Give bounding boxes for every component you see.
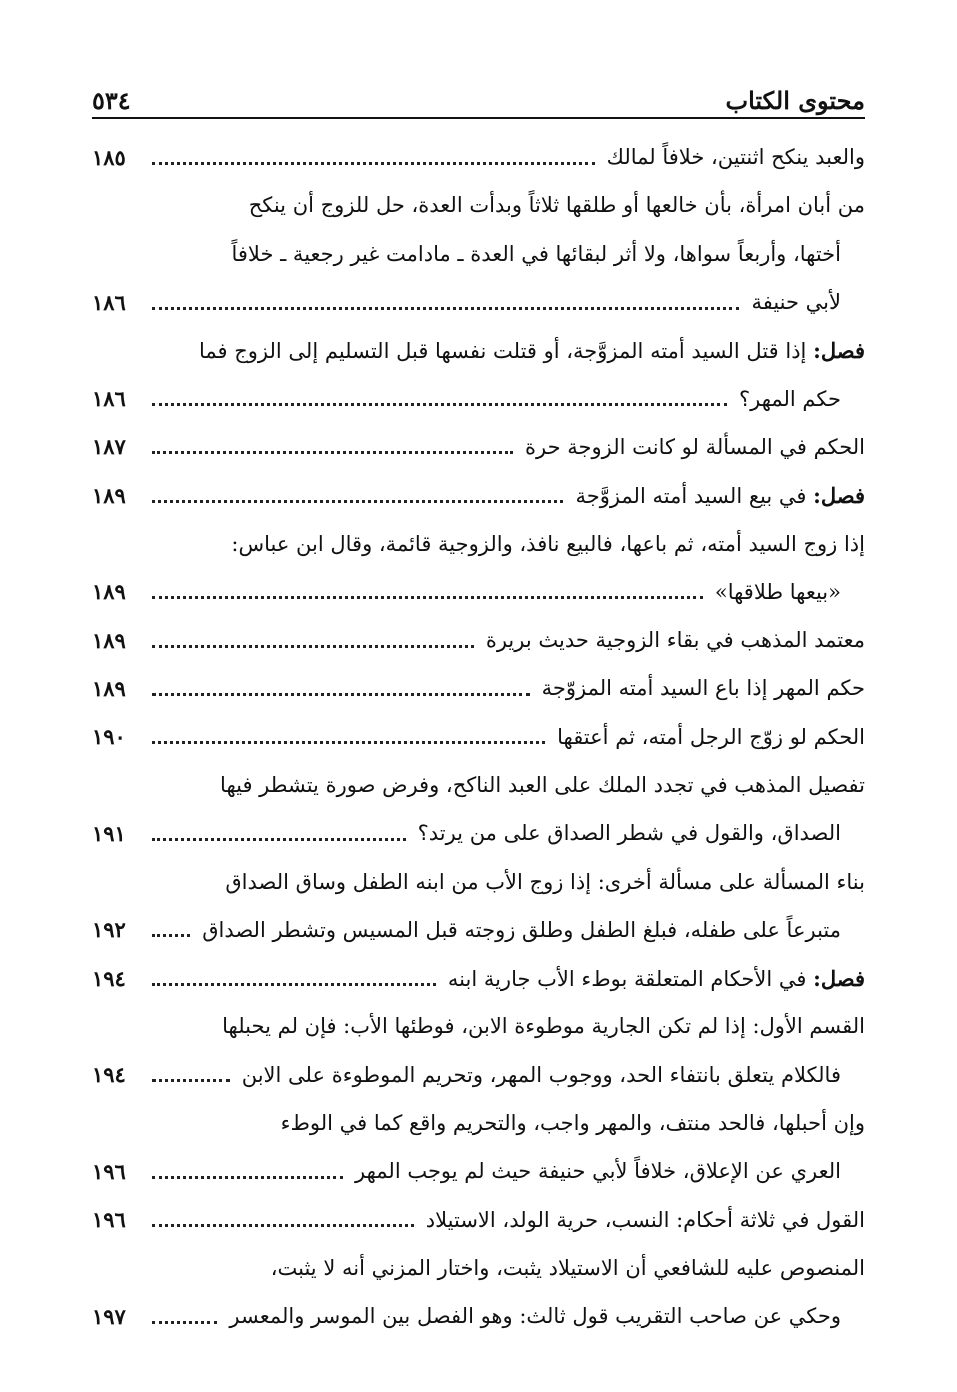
entry-title: متبرعاً على طفله، فبلغ الطفل وطلق زوجته قبل المسيس وتشطر الصداق (202, 917, 841, 942)
header-rule (92, 117, 865, 119)
toc-line (92, 278, 865, 326)
dot-leader (152, 162, 595, 165)
toc-line (92, 471, 865, 519)
toc-line (92, 519, 865, 567)
dot-leader (152, 451, 513, 454)
toc-line (92, 133, 865, 181)
toc-entry-text (557, 725, 865, 749)
entry-title: الحكم لو زوّج الرجل أمته، ثم أعتقها (557, 724, 865, 749)
toc-line (92, 1147, 865, 1195)
entry-title: من أبان امرأة، بأن خالعها أو طلقها ثلاثاً وبدأت العدة، حل للزوج أن ينكح (248, 193, 865, 218)
dot-leader (152, 693, 530, 696)
toc-entry-text (202, 918, 865, 942)
entry-title: لأبي حنيفة (751, 290, 841, 315)
table-of-contents (92, 133, 865, 1340)
entry-title: تفصيل المذهب في تجدد الملك على العبد الناكح، وفرض صورة يتشطر فيها (220, 773, 865, 797)
toc-entry-text (607, 145, 865, 169)
dot-leader (152, 934, 190, 937)
toc-entry-text (92, 870, 865, 894)
page-number: ١٩٠ (92, 724, 126, 750)
page-number: ١٨٩ (92, 482, 126, 508)
entry-title: بناء المسألة على مسألة أخرى: إذا زوج الأب من ابنه الطفل وساق الصداق (225, 869, 865, 894)
toc-line (92, 616, 865, 664)
entry-title: «بيعها طلاقها» (714, 579, 841, 604)
dot-leader (152, 500, 563, 503)
toc-line (92, 809, 865, 857)
toc-line (92, 713, 865, 761)
section-label: فصل: (813, 965, 865, 991)
entry-title: في الأحكام المتعلقة بوطء الأب جارية ابنه (447, 966, 807, 991)
entry-title: في بيع السيد أمته المزوَّجة (575, 483, 807, 508)
toc-line (92, 1051, 865, 1099)
entry-title: المنصوص عليه للشافعي أن الاستيلاد يثبت، واختار المزني أنه لا يثبت، (270, 1255, 865, 1280)
toc-line (92, 1244, 865, 1292)
running-header (92, 80, 865, 120)
header-page-number: ٥٣٤ (92, 85, 131, 115)
entry-title: والعبد ينكح اثنتين، خلافاً لمالك (606, 145, 865, 170)
toc-entry-text (542, 676, 865, 700)
toc-entry-text (525, 435, 865, 459)
toc-entry-text (68, 242, 865, 266)
toc-entry-text (575, 483, 865, 508)
dot-leader (152, 645, 474, 648)
toc-line (92, 906, 865, 954)
toc-line (92, 761, 865, 809)
toc-entry-text (448, 966, 865, 991)
toc-entry-text (426, 1208, 865, 1232)
entry-title: فالكلام يتعلق بانتفاء الحد، ووجوب المهر، وتحريم الموطوءة على الابن (241, 1062, 841, 1087)
entry-title: حكم المهر؟ (738, 386, 841, 411)
page-number: ١٨٩ (92, 675, 126, 701)
toc-entry-text (418, 821, 865, 845)
section-label: فصل: (813, 482, 865, 508)
toc-line (92, 374, 865, 422)
toc-entry-text (715, 580, 865, 604)
toc-entry-text (92, 532, 865, 556)
toc-line (92, 568, 865, 616)
page-number: ١٩٧ (92, 1303, 126, 1329)
entry-title: معتمد المذهب في بقاء الزوجية حديث بريرة (485, 628, 865, 653)
toc-entry-text (229, 1304, 865, 1328)
toc-entry-text (92, 193, 865, 217)
entry-title: العري عن الإعلاق، خلافاً لأبي حنيفة حيث لم يوجب المهر (355, 1159, 841, 1184)
toc-line (92, 326, 865, 374)
section-label: فصل: (813, 337, 865, 363)
page-number: ١٩٦ (92, 1158, 126, 1184)
toc-line (92, 857, 865, 905)
entry-title: إذا زوج السيد أمته، ثم باعها، فالبيع نافذ، والزوجية قائمة، وقال ابن عباس: (231, 531, 865, 556)
page-number: ١٨٦ (92, 386, 126, 412)
dot-leader (152, 1176, 343, 1179)
toc-line (92, 423, 865, 471)
entry-title: حكم المهر إذا باع السيد أمته المزوّجة (541, 676, 865, 701)
toc-entry-text (92, 338, 865, 363)
toc-line (92, 1292, 865, 1340)
dot-leader (152, 1224, 414, 1227)
toc-line (92, 1099, 865, 1147)
page-number: ١٩٦ (92, 1207, 126, 1233)
entry-title: وإن أحبلها، فالحد منتف، والمهر واجب، والتحريم واقع كما في الوطء (280, 1111, 865, 1136)
dot-leader (152, 1079, 230, 1082)
toc-line (92, 954, 865, 1002)
dot-leader (152, 403, 727, 406)
toc-entry-text (739, 387, 865, 411)
page-number: ١٨٧ (92, 434, 126, 460)
dot-leader (152, 838, 406, 841)
page-number: ١٩٤ (92, 965, 126, 991)
dot-leader (152, 596, 703, 599)
dot-leader (152, 983, 436, 986)
page-number: ١٩٤ (92, 1062, 126, 1088)
toc-line (92, 1196, 865, 1244)
toc-line (92, 1002, 865, 1050)
dot-leader (152, 307, 739, 310)
entry-title: الصداق، والقول في شطر الصداق على من يرتد؟ (417, 821, 841, 846)
toc-line (92, 230, 865, 278)
page-number: ١٨٥ (92, 144, 126, 170)
toc-entry-text (751, 290, 865, 314)
page-number: ١٩١ (92, 820, 126, 846)
toc-line (92, 664, 865, 712)
dot-leader (152, 1321, 217, 1324)
page-number: ١٨٩ (92, 579, 126, 605)
toc-entry-text (355, 1159, 865, 1183)
toc-entry-text (242, 1063, 865, 1087)
page-number: ١٩٢ (92, 917, 126, 943)
entry-title: وحكي عن صاحب التقريب قول ثالث: وهو الفصل بين الموسر والمعسر (229, 1304, 841, 1329)
dot-leader (152, 741, 545, 744)
entry-title: الحكم في المسألة لو كانت الزوجة حرة (525, 434, 865, 459)
toc-entry-text (92, 1111, 865, 1135)
page-number: ١٨٩ (92, 627, 126, 653)
header-title: محتوى الكتاب (725, 85, 865, 115)
entry-title: القول في ثلاثة أحكام: النسب، حرية الولد، الاستيلاد (425, 1207, 865, 1232)
toc-entry-text (92, 1014, 865, 1038)
toc-entry-text (486, 628, 865, 652)
entry-title: القسم الأول: إذا لم تكن الجارية موطوءة الابن، فوطئها الأب: فإن لم يحبلها (222, 1014, 865, 1039)
toc-entry-text (92, 773, 865, 797)
page-number: ١٨٦ (92, 289, 126, 315)
entry-title: إذا قتل السيد أمته المزوَّجة، أو قتلت نفسها قبل التسليم إلى الزوج فما (198, 338, 807, 363)
toc-entry-text (92, 1256, 865, 1280)
toc-line (92, 181, 865, 229)
entry-title: أختها، وأربعاً سواها، ولا أثر لبقائها في العدة ـ مادامت غير رجعية ـ خلافاً (231, 241, 841, 266)
